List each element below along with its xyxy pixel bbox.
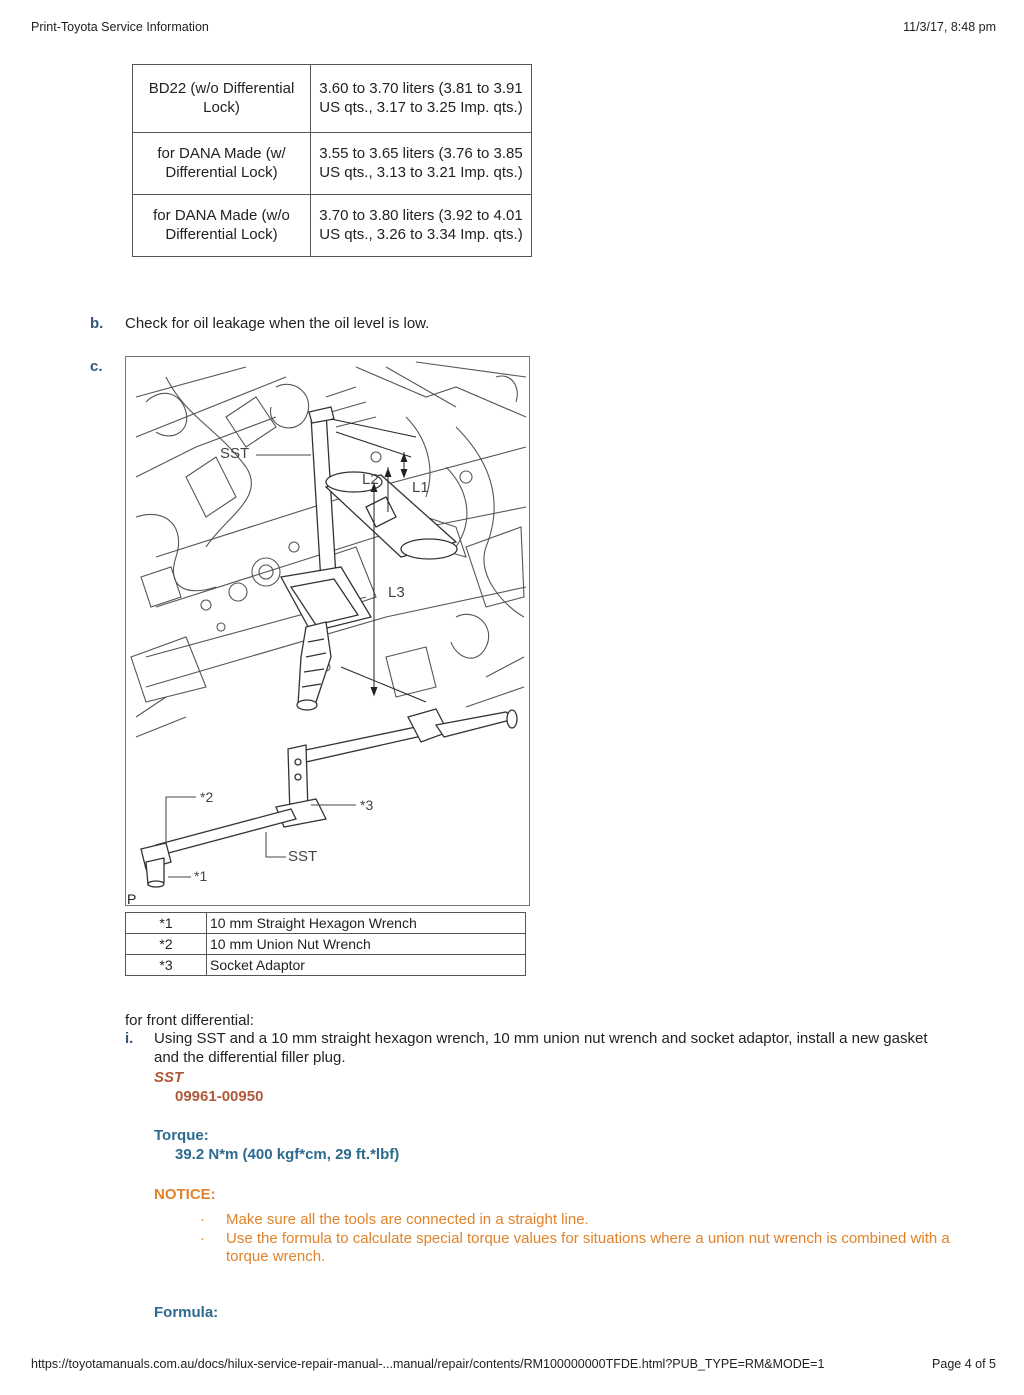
wrench-illustration (126, 357, 529, 905)
wrench-diagram (125, 356, 530, 906)
notice-item-text: Make sure all the tools are connected in a straight line. (226, 1211, 589, 1228)
list-item (200, 1230, 960, 1267)
ref-2-label: *2 (200, 789, 214, 805)
spec-value-cell: 3.60 to 3.70 liters (3.81 to 3.91 US qts., 3.17 to 3.25 Imp. qts.) (311, 65, 532, 133)
bullet-icon: · (200, 1229, 205, 1247)
exploded-tool-set (141, 709, 517, 887)
bullet-icon: · (200, 1211, 205, 1228)
spec-value-cell: 3.70 to 3.80 liters (3.92 to 4.01 US qts., 3.26 to 3.34 Imp. qts.) (311, 195, 532, 257)
ref-3-label: *3 (360, 797, 374, 813)
substep-i-letter: i. (125, 1030, 134, 1047)
legend-value: 10 mm Straight Hexagon Wrench (207, 913, 526, 934)
sst-top-label: SST (220, 445, 250, 462)
legend-value: 10 mm Union Nut Wrench (207, 934, 526, 955)
sst-label: SST (154, 1069, 184, 1086)
torque-label: Torque: (154, 1127, 209, 1144)
table-row (133, 195, 532, 257)
spec-name-cell: for DANA Made (w/o Differential Lock) (133, 195, 311, 257)
notice-label: NOTICE: (154, 1186, 216, 1203)
table-row (126, 955, 526, 976)
sst-part-number: 09961-00950 (175, 1088, 264, 1105)
print-footer-page: Page 4 of 5 (932, 1357, 996, 1371)
formula-label: Formula: (154, 1304, 219, 1321)
figure-corner-mark: P (127, 891, 137, 906)
legend-key: *1 (126, 913, 207, 934)
sst-bottom-label: SST (288, 848, 318, 865)
ref-1-label: *1 (194, 868, 208, 884)
procedure-intro: for front differential: (125, 1012, 254, 1029)
l1-label: L1 (412, 479, 429, 496)
spec-name-cell: for DANA Made (w/ Differential Lock) (133, 133, 311, 195)
print-footer-url: https://toyotamanuals.com.au/docs/hilux-service-repair-manual-...manual/repair/contents/RM100000000TFDE.html?PUB_TYPE=RM&MODE=1 (31, 1357, 825, 1371)
table-row (126, 934, 526, 955)
step-b-text: Check for oil leakage when the oil level is low. (125, 315, 430, 332)
l3-label: L3 (388, 584, 405, 601)
step-c-letter: c. (90, 358, 103, 375)
notice-list (200, 1211, 960, 1267)
spec-name-cell: BD22 (w/o Differential Lock) (133, 65, 311, 133)
step-b-letter: b. (90, 315, 104, 332)
tool-legend-table (125, 912, 526, 976)
oil-capacity-table (132, 64, 532, 257)
legend-key: *2 (126, 934, 207, 955)
torque-value: 39.2 N*m (400 kgf*cm, 29 ft.*lbf) (175, 1146, 400, 1163)
list-item (200, 1211, 960, 1230)
spec-value-cell: 3.55 to 3.65 liters (3.76 to 3.85 US qts., 3.13 to 3.21 Imp. qts.) (311, 133, 532, 195)
table-row (126, 913, 526, 934)
legend-value: Socket Adaptor (207, 955, 526, 976)
substep-i-text: Using SST and a 10 mm straight hexagon wrench, 10 mm union nut wrench and socket adaptor, install a new gasket and the differential filler plug. (154, 1030, 928, 1066)
notice-item-text: Use the formula to calculate special torque values for situations where a union nut wrench is combined with a torque wrench. (226, 1229, 950, 1265)
legend-key: *3 (126, 955, 207, 976)
table-row (133, 133, 532, 195)
l2-label: L2 (362, 471, 379, 488)
print-header-title: Print-Toyota Service Information (31, 20, 209, 34)
table-row (133, 65, 532, 133)
print-header-datetime: 11/3/17, 8:48 pm (903, 20, 996, 34)
